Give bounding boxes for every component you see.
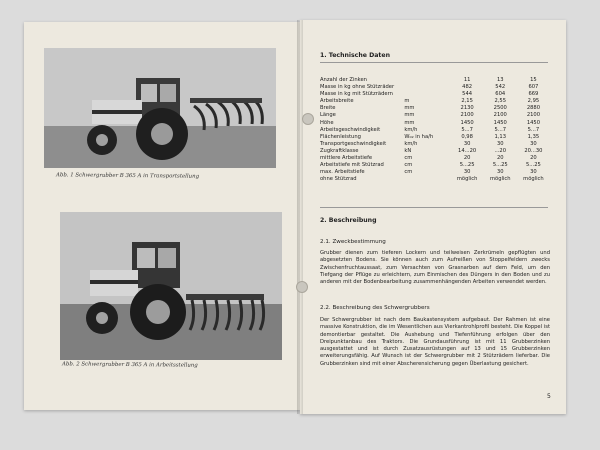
spec-row bbox=[320, 148, 550, 155]
spec-value: 11 bbox=[463, 77, 471, 83]
spec-value: ...20 bbox=[494, 147, 507, 154]
spec-param: Flächenleistung bbox=[320, 133, 361, 140]
page-number: 5 bbox=[547, 393, 551, 400]
spec-row bbox=[320, 155, 550, 162]
spec-param: Arbeitsbreite bbox=[320, 98, 354, 105]
spec-value: 30 bbox=[463, 140, 471, 147]
spec-value: 30 bbox=[530, 169, 537, 176]
spec-value: 30 bbox=[496, 140, 504, 147]
spec-row bbox=[320, 91, 550, 98]
spec-param: mittlere Arbeitstiefe bbox=[320, 155, 373, 162]
spec-param: Arbeitstiefe mit Stützrad bbox=[320, 162, 384, 169]
subsection-title-grubber-description: 2.2. Beschreibung des Schwergrubbers bbox=[320, 305, 430, 311]
section-title-description: 2. Beschreibung bbox=[320, 217, 377, 224]
spec-row bbox=[320, 141, 550, 148]
spec-value: 14...20 bbox=[458, 147, 477, 154]
spec-value: 482 bbox=[462, 84, 473, 91]
paragraph-grubber-description: Der Schwergrubber ist nach dem Baukastensystem aufgebaut. Der Rahmen ist eine massive Konstruktion, die im Wesentlichen aus Vierkantrohlprofil besteht. Die Koppel ist demontierbar gestaltet. Die Aushebung und Tiefenführung erfolgen über den Dreipunktanbau des Traktors. Die Grundausführung ist mit 11 Grubberzinken ausgestattet und ist durch Zusatzausrüstungen auf 13 und 15 Grubberzinken erweiterungsfähig. Auf Wunsch ist der Schwergrubber mit 2 Stützrädern lieferbar. Die Grubberzinken sind mit einer Abscherensicherung gegen Überlastung gesichert. bbox=[320, 317, 550, 367]
spec-row bbox=[320, 112, 550, 119]
spec-unit bbox=[404, 176, 450, 183]
spec-value: 20 bbox=[496, 155, 504, 162]
spec-param: Breite bbox=[320, 105, 336, 112]
spec-value: 669 bbox=[528, 91, 539, 98]
spec-table bbox=[320, 77, 550, 183]
spec-param: Länge bbox=[320, 112, 336, 119]
spec-value: 604 bbox=[495, 91, 506, 98]
spec-param: Zugkraftklasse bbox=[320, 147, 359, 154]
spec-value: 0,98 bbox=[461, 133, 473, 140]
spec-row bbox=[320, 105, 550, 112]
spec-unit: mm bbox=[404, 112, 415, 119]
spec-row bbox=[320, 134, 550, 141]
photo-tractor-transport bbox=[44, 48, 276, 168]
spec-param: Masse in kg ohne Stützräder bbox=[320, 84, 395, 91]
spec-param: ohne Stützrad bbox=[320, 176, 357, 183]
spec-value: 13 bbox=[496, 77, 504, 83]
spec-value: 2130 bbox=[460, 105, 474, 112]
spec-unit: cm bbox=[404, 162, 413, 169]
divider-top bbox=[320, 62, 548, 63]
spec-unit: W₀₂ in ha/h bbox=[404, 133, 434, 140]
spec-value: 20...30 bbox=[524, 147, 543, 154]
spec-value: 30 bbox=[530, 140, 537, 147]
spec-row bbox=[320, 84, 550, 91]
spec-unit: km/h bbox=[404, 140, 418, 147]
spec-value: 15 bbox=[530, 77, 537, 83]
spec-value: möglich bbox=[456, 176, 478, 183]
spec-value: 30 bbox=[496, 169, 504, 176]
spec-value: 30 bbox=[463, 169, 471, 176]
spec-value: 1450 bbox=[493, 119, 507, 126]
subsection-title-purpose: 2.1. Zweckbestimmung bbox=[320, 239, 386, 245]
spec-unit: km/h bbox=[404, 126, 418, 133]
spec-unit: m bbox=[404, 98, 410, 105]
spec-value: 607 bbox=[528, 84, 539, 91]
spec-value: 1450 bbox=[526, 119, 541, 126]
spec-row bbox=[320, 169, 550, 176]
divider-middle bbox=[320, 207, 548, 208]
spec-unit: kN bbox=[404, 147, 412, 154]
spec-value: 5...7 bbox=[527, 126, 540, 133]
spec-param: Anzahl der Zinken bbox=[320, 77, 367, 83]
spec-param: max. Arbeitstiefe bbox=[320, 169, 365, 176]
spec-value: 20 bbox=[463, 155, 471, 162]
spec-value: 2100 bbox=[493, 112, 507, 119]
spec-row bbox=[320, 120, 550, 127]
spec-value: 2,95 bbox=[527, 98, 540, 105]
spec-value: 2100 bbox=[460, 112, 474, 119]
spec-unit bbox=[404, 77, 450, 84]
right-page-content bbox=[300, 20, 566, 414]
spec-unit bbox=[404, 91, 450, 98]
spec-value: 5...7 bbox=[461, 126, 473, 133]
spec-value: 1,13 bbox=[494, 133, 507, 140]
spec-value: 2880 bbox=[526, 105, 541, 112]
spec-unit: mm bbox=[404, 119, 415, 126]
spec-unit bbox=[404, 84, 450, 91]
caption-figure-2: Abb. 2 Schwergrubber B 365 A in Arbeitsstellung bbox=[61, 361, 198, 369]
spec-value: 20 bbox=[530, 155, 537, 162]
spec-param: Masse in kg mit Stützrädern bbox=[320, 91, 393, 98]
spec-value: möglich bbox=[523, 176, 544, 183]
spec-value: möglich bbox=[489, 176, 511, 183]
spec-value: 1,35 bbox=[527, 133, 540, 140]
spec-row bbox=[320, 98, 550, 105]
spec-value: 5...25 bbox=[492, 162, 508, 169]
caption-figure-1: Abb. 1 Schwergrubber B 365 A in Transportstellung bbox=[55, 172, 200, 180]
spec-unit: mm bbox=[404, 105, 415, 112]
spec-value: 2500 bbox=[493, 105, 507, 112]
spec-value: 5...7 bbox=[494, 126, 507, 133]
spec-row bbox=[320, 77, 550, 84]
paragraph-purpose: Grubber dienen zum tieferen Lockern und teilweisen Zerkrümeln gepflügten und abgesetzten Bodens. Sie können auch zum Aufreißen von Stoppelfeldern zwecks Zwischenfruchtaussaat, zum Versachten von Grasnarben auf dem Feld, um den Tiefgang der Pflüge zu erleichtern, zum Einmischen des Düngers in den Boden und zu anderen mit der Bodenbearbeitung zusammenhängenden Arbeiten verwendet werden. bbox=[320, 250, 550, 286]
spec-unit: cm bbox=[404, 155, 413, 162]
photo-tractor-working bbox=[60, 212, 282, 360]
spec-unit: cm bbox=[404, 169, 413, 176]
section-title-technical-data: 1. Technische Daten bbox=[320, 52, 390, 59]
spec-row bbox=[320, 127, 550, 134]
spec-value: 5...25 bbox=[459, 162, 475, 169]
spec-value: 2,15 bbox=[461, 98, 473, 105]
spec-row bbox=[320, 176, 550, 183]
spec-value: 2100 bbox=[526, 112, 541, 119]
spec-value: 5...25 bbox=[525, 162, 541, 169]
spec-row bbox=[320, 162, 550, 169]
spec-value: 542 bbox=[495, 84, 506, 91]
spec-value: 544 bbox=[462, 91, 473, 98]
spec-value: 2,55 bbox=[494, 98, 507, 105]
spec-value: 1450 bbox=[460, 119, 474, 126]
spec-param: Transportgeschwindigkeit bbox=[320, 140, 387, 147]
spec-param: Arbeitsgeschwindigkeit bbox=[320, 126, 381, 133]
spec-param: Höhe bbox=[320, 119, 334, 126]
